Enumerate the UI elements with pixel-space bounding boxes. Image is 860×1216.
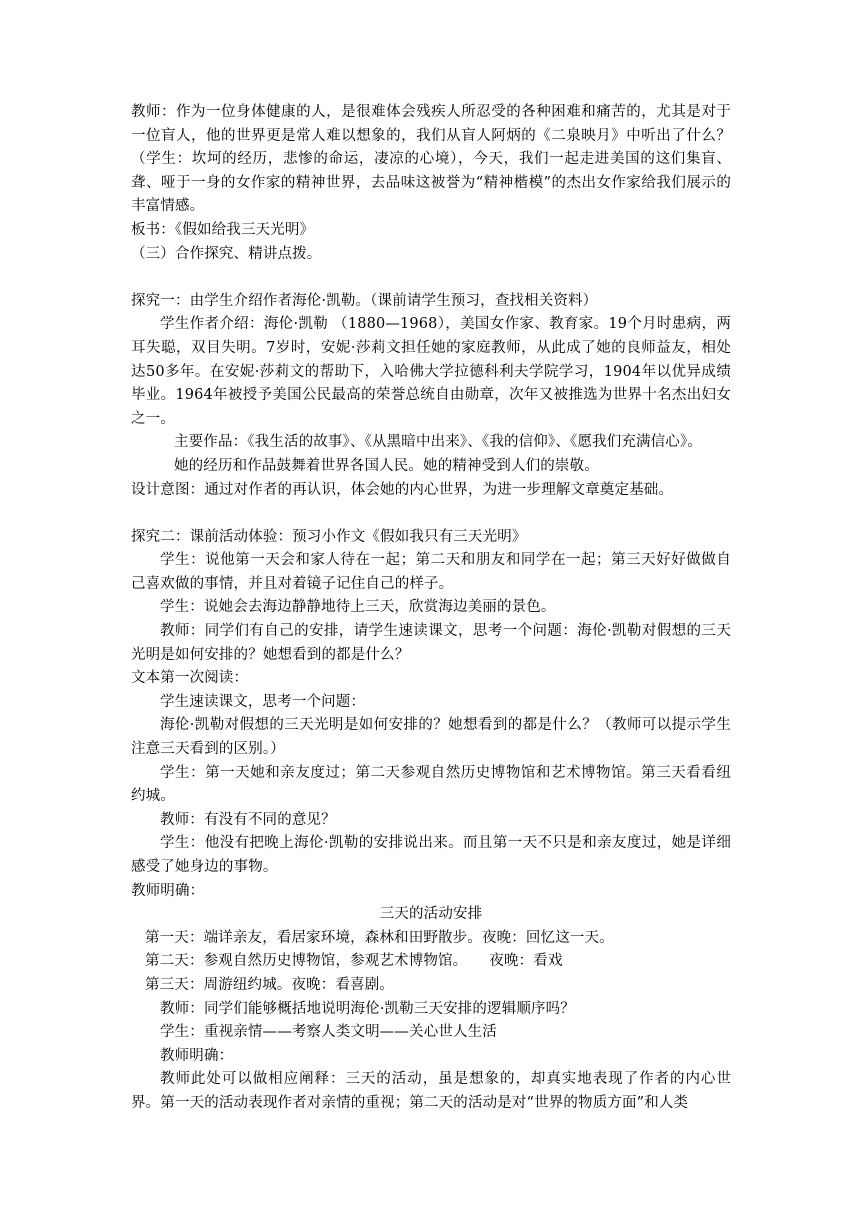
- student-answer-4: 学生：他没有把晚上海伦·凯勒的安排说出来。而且第一天不只是和亲友度过，她是详细感受了她身边的事物。: [131, 835, 731, 875]
- first-reading-heading: 文本第一次阅读：: [131, 670, 249, 687]
- inquiry-one-heading: 探究一：由学生介绍作者海伦·凯勒。（课前请学生预习，查找相关资料）: [131, 292, 598, 309]
- inquiry-two-heading: 探究二：课前活动体验：预习小作文《假如我只有三天光明》: [131, 528, 527, 545]
- teacher-clarifies-2: 教师明确：: [160, 1047, 234, 1064]
- student-answer-3: 学生：第一天她和亲友度过；第二天参观自然历史博物馆和艺术博物馆。第三天看看纽约城。: [131, 764, 731, 805]
- reading-question: 海伦·凯勒对假想的三天光明是如何安排的？她想看到的都是什么？（教师可以提示学生注意三天看到的区别。）: [131, 717, 731, 758]
- teacher-question-2: 教师：有没有不同的意见？: [160, 811, 336, 828]
- blackboard-title: 板书：《假如给我三天光明》: [131, 221, 315, 238]
- student-answer-2: 学生：说她会去海边静静地待上三天，欣赏海边美丽的景色。: [160, 599, 556, 616]
- author-introduction: 学生作者介绍：海伦·凯勒 （1880—1968），美国女作家、教育家。19个月时患病，两耳失聪，双目失明。7岁时，安妮·莎莉文担任她的家庭教师，从此成了她的良师益友，相处达50多年。在安妮·莎莉文的帮助下，入哈佛大学拉德科利夫学院学习，1904年以优异成绩毕业。1964年被授予美国公民最高的荣誉总统自由勋章，次年又被推选为世界十名杰出妇女之一。: [131, 316, 731, 427]
- teacher-clarifies-1: 教师明确：: [131, 882, 205, 899]
- student-answer-1: 学生：说他第一天会和家人待在一起；第二天和朋友和同学在一起；第三天好好做做自己喜欢做的事情，并且对着镜子记住自己的样子。: [131, 552, 731, 592]
- document-body: [131, 101, 731, 1116]
- section-heading: （三）合作探究、精讲点拨。: [131, 245, 322, 262]
- student-answer-5: 学生：重视亲情——考察人类文明——关心世人生活: [160, 1024, 497, 1041]
- teacher-explanation: 教师此处可以做相应阐释：三天的活动，虽是想象的，却真实地表现了作者的内心世界。第一天的活动表现作者对亲情的重视；第二天的活动是对“世界的物质方面”和人类: [131, 1071, 731, 1111]
- teacher-question-3: 教师：同学们能够概括地说明海伦·凯勒三天安排的逻辑顺序吗？: [160, 1000, 575, 1017]
- intro-paragraph: 教师：作为一位身体健康的人，是很难体会残疾人所忍受的各种困难和痛苦的，尤其是对于一位盲人，他的世界更是常人难以想象的，我们从盲人阿炳的《二泉映月》中听出了什么？（学生：坎坷的经历，悲惨的命运，凄凉的心境），今天，我们一起走进美国的这们集盲、聋、哑于一身的女作家的精神世界，去品味这被誉为“精神楷模”的杰出女作家给我们展示的丰富情感。: [131, 104, 731, 215]
- blank-line: [131, 502, 731, 526]
- schedule-day-3: 第三天：周游纽约城。夜晚：看喜剧。: [145, 976, 395, 993]
- schedule-day-2: 第二天：参观自然历史博物馆，参观艺术博物馆。 夜晚：看戏: [145, 953, 563, 970]
- reading-task: 学生速读课文，思考一个问题：: [160, 693, 366, 710]
- schedule-title: 三天的活动安排: [379, 906, 483, 923]
- design-intent: 设计意图：通过对作者的再认识，体会她的内心世界，为进一步理解文章奠定基础。: [131, 481, 674, 498]
- teacher-question-1: 教师：同学们有自己的安排，请学生速读课文，思考一个问题：海伦·凯勒对假想的三天光明是如何安排的？她想看到的都是什么？: [131, 623, 731, 663]
- author-influence: 她的经历和作品鼓舞着世界各国人民。她的精神受到人们的崇敬。: [174, 457, 599, 474]
- blank-line: [131, 266, 731, 290]
- main-works: 主要作品：《我生活的故事》、《从黑暗中出来》、《我的信仰》、《愿我们充满信心》。: [174, 434, 702, 451]
- schedule-day-1: 第一天：端详亲友，看居家环境，森林和田野散步。夜晚：回忆这一天。: [145, 929, 614, 946]
